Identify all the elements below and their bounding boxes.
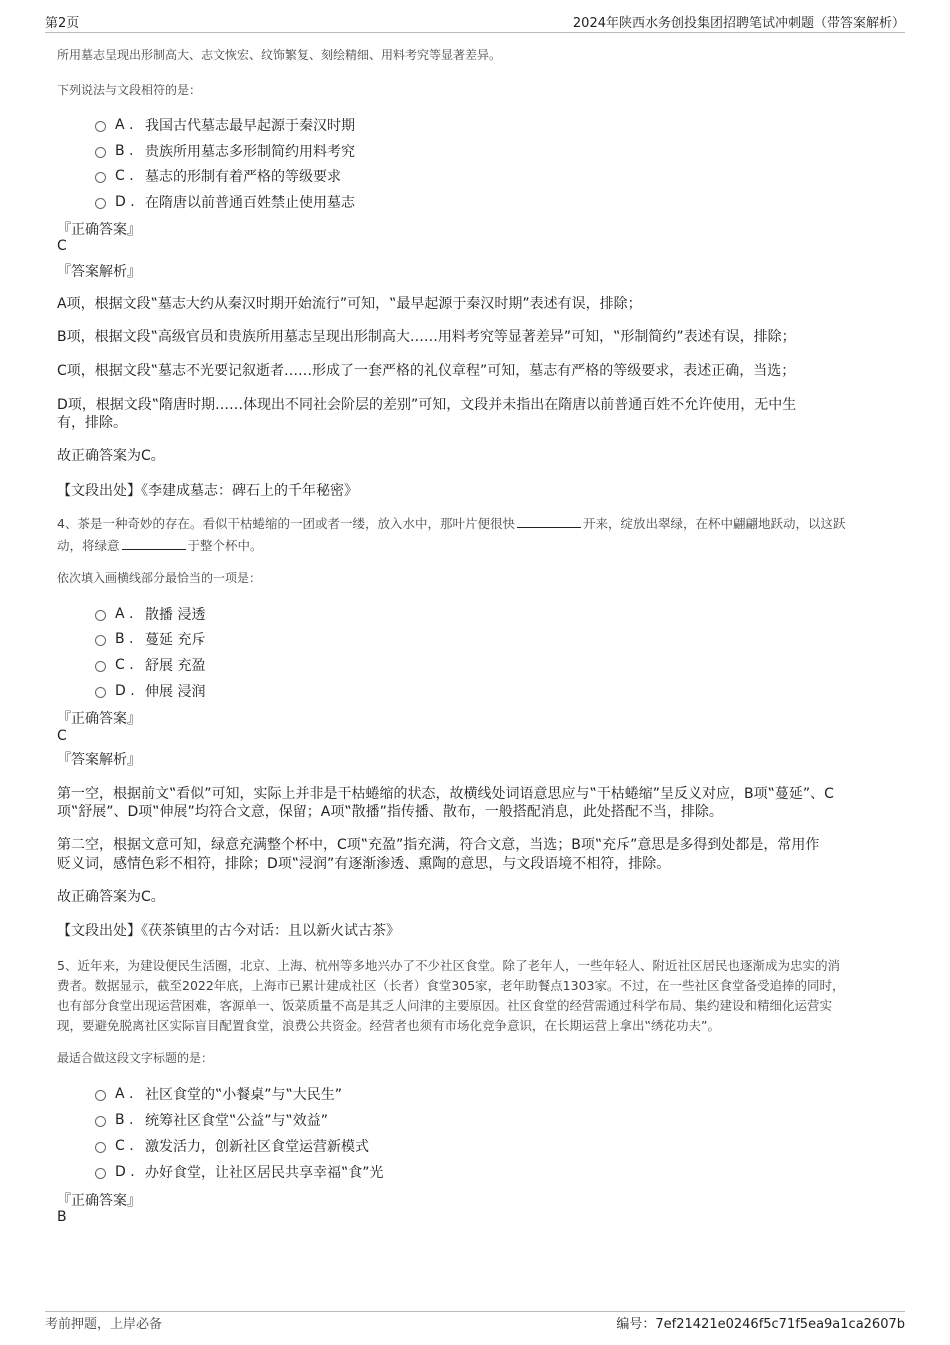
document-title: 2024年陕西水务创投集团招聘笔试冲刺题（带答案解析） [572,16,905,31]
footer-divider [45,1311,905,1312]
option-letter: B . [115,1112,134,1128]
q5-stem-line: 5、近年来，为建设便民生活圈，北京、上海、杭州等多地兴办了不少社区食堂。除了老年人，一些年轻人、附近社区居民也逐渐成为忠实的消 [57,958,840,973]
q5-answer-label: 『正确答案』 [57,1193,141,1209]
stem-text: 4、茶是一种奇妙的存在。看似干枯蜷缩的一团或者一缕，放入水中，那叶片便很快 [57,516,515,531]
q5-stem-line: 费者。数据显示，截至2022年底，上海市已累计建成社区（长者）食堂305家，老年助餐点1303家。不过，在一些社区食堂备受追捧的同时， [57,978,845,993]
q4-conclusion: 故正确答案为C。 [57,889,165,905]
q5-prompt: 最适合做这段文字标题的是： [57,1051,214,1065]
q5-option-b[interactable] [95,1110,328,1130]
header-divider [45,32,905,33]
q3-answer: C [57,238,67,254]
q4-option-a[interactable] [95,604,205,624]
option-letter: D . [115,194,135,210]
q3-conclusion: 故正确答案为C。 [57,448,165,464]
q4-source: 【文段出处】《茯茶镇里的古今对话：且以新火试古茶》 [57,923,400,939]
option-letter: A . [115,1086,134,1102]
q4-stem-line1 [57,514,845,532]
option-text: 我国古代墓志最早起源于秦汉时期 [145,118,355,134]
q3-analysis-d-cont: 有，排除。 [57,415,127,431]
option-letter: C . [115,1138,134,1154]
q4-option-d[interactable] [95,681,205,701]
option-text: 统筹社区食堂‟公益”与‟效益” [145,1113,329,1129]
option-text: 贵族所用墓志多形制简约用料考究 [145,144,355,160]
q3-analysis-c: C项，根据文段‟墓志不光要记叙逝者……形成了一套严格的礼仪章程”可知，墓志有严格的等级要求，表述正确，当选； [57,363,796,379]
radio-icon[interactable] [95,198,106,209]
option-text: 伸展 浸润 [145,684,206,700]
q4-option-b[interactable] [95,629,205,649]
option-letter: C . [115,168,134,184]
option-letter: B . [115,631,134,647]
option-letter: C . [115,657,134,673]
stem-text: 开来，绽放出翠绿，在杯中翩翩地跃动，以这跃 [582,516,846,531]
blank-line [122,537,186,550]
radio-icon[interactable] [95,687,106,698]
q5-option-c[interactable] [95,1136,369,1156]
radio-icon[interactable] [95,121,106,132]
radio-icon[interactable] [95,172,106,183]
q4-option-c[interactable] [95,655,205,675]
q3-analysis-b: B项，根据文段‟高级官员和贵族所用墓志呈现出形制高大……用料考究等显著差异”可知，‟形制简约”表述有误，排除； [57,329,796,345]
q3-answer-label: 『正确答案』 [57,222,141,238]
q5-stem-line: 现，要避免脱离社区实际盲目配置食堂，浪费公共资金。经营者也须有市场化竞争意识，在长期运营上拿出‟绣花功夫”。 [57,1018,720,1033]
q3-analysis-d: D项，根据文段‟隋唐时期……体现出不同社会阶层的差别”可知，文段并未指出在隋唐以前普通百姓不允许使用，无中生 [57,397,797,413]
option-text: 墓志的形制有着严格的等级要求 [145,169,341,185]
q4-stem-line2 [57,536,263,554]
q5-stem-line: 也有部分食堂出现运营困难，客源单一、饭菜质量不高是其乏人问津的主要原因。社区食堂的经营需通过科学布局、集约建设和精细化运营实 [57,998,833,1013]
radio-icon[interactable] [95,1090,106,1101]
radio-icon[interactable] [95,610,106,621]
option-text: 舒展 充盈 [145,658,206,674]
q3-option-c[interactable] [95,166,341,186]
q3-analysis-label: 『答案解析』 [57,264,141,280]
option-letter: D . [115,1164,135,1180]
q4-answer: C [57,728,67,744]
q4-analysis-label: 『答案解析』 [57,752,141,768]
q3-option-b[interactable] [95,141,355,161]
q5-option-d[interactable] [95,1162,384,1182]
option-letter: A . [115,117,134,133]
radio-icon[interactable] [95,661,106,672]
footer-serial: 编号：7ef21421e0246f5c71f5ea9a1ca2607b [616,1317,905,1332]
option-letter: B . [115,143,134,159]
radio-icon[interactable] [95,147,106,158]
q5-answer: B [57,1209,67,1225]
stem-text: 于整个杯中。 [187,538,263,553]
option-text: 激发活力，创新社区食堂运营新模式 [145,1139,369,1155]
footer-slogan: 考前押题，上岸必备 [45,1317,163,1332]
option-text: 散播 浸透 [145,607,206,623]
stem-text: 动，将绿意 [57,538,120,553]
option-text: 在隋唐以前普通百姓禁止使用墓志 [145,195,355,211]
q3-option-d[interactable] [95,192,355,212]
q5-option-a[interactable] [95,1084,342,1104]
q4-prompt: 依次填入画横线部分最恰当的一项是： [57,571,262,585]
radio-icon[interactable] [95,1168,106,1179]
option-text: 蔓延 充斥 [145,632,206,648]
blank-line [517,515,581,528]
q4-analysis-line: 项‟舒展”、D项‟伸展”均符合文意，保留；A项‟散播”指传播、散布，一般搭配消息，此处搭配不当，排除。 [57,804,723,820]
q3-passage-tail: 所用墓志呈现出形制高大、志文恢宏、纹饰繁复、刻绘精细、用料考究等显著差异。 [57,48,502,62]
q3-prompt: 下列说法与文段相符的是： [57,83,202,97]
page-number: 第2页 [45,16,80,31]
radio-icon[interactable] [95,1142,106,1153]
q4-analysis-line: 贬义词，感情色彩不相符，排除；D项‟浸润”有逐渐渗透、熏陶的意思，与文段语境不相符，排除。 [57,856,671,872]
q4-analysis-line: 第二空，根据文意可知，绿意充满整个杯中，C项‟充盈”指充满，符合文意，当选；B项‟充斥”意思是多得到处都是，常用作 [57,837,820,853]
q4-analysis-line: 第一空，根据前文‟看似”可知，实际上并非是干枯蜷缩的状态，故横线处词语意思应与‟干枯蜷缩”呈反义对应，B项‟蔓延”、C [57,786,834,802]
radio-icon[interactable] [95,635,106,646]
q4-answer-label: 『正确答案』 [57,711,141,727]
option-text: 社区食堂的‟小餐桌”与‟大民生” [145,1087,343,1103]
option-text: 办好食堂，让社区居民共享幸福‟食”光 [145,1165,384,1181]
radio-icon[interactable] [95,1116,106,1127]
option-letter: D . [115,683,135,699]
q3-source: 【文段出处】《李建成墓志：碑石上的千年秘密》 [57,483,358,499]
q3-option-a[interactable] [95,115,355,135]
q3-analysis-a: A项，根据文段‟墓志大约从秦汉时期开始流行”可知，‟最早起源于秦汉时期”表述有误，排除； [57,296,642,312]
option-letter: A . [115,606,134,622]
